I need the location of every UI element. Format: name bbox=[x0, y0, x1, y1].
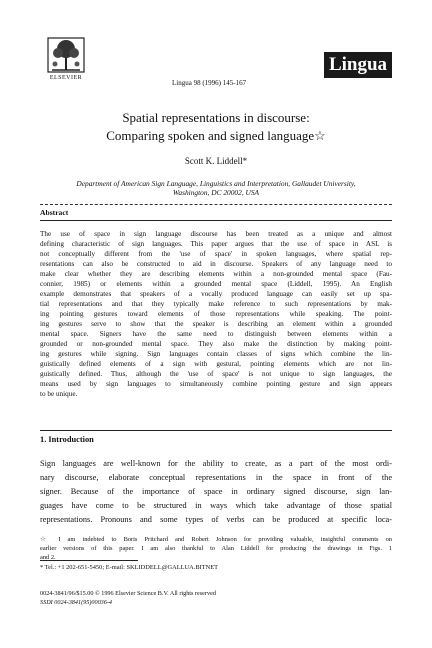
section-rule bbox=[40, 430, 392, 431]
section-heading: 1. Introduction bbox=[40, 435, 94, 444]
footnote-line: ☆ I am indebted to Boris Pritchard and Robert Johnson for providing valuable, insightful comments on bbox=[40, 536, 392, 543]
title-divider bbox=[40, 204, 392, 205]
article-title-line-1: Spatial representations in discourse: bbox=[122, 110, 310, 125]
journal-citation: Lingua 98 (1996) 145-167 bbox=[172, 79, 247, 87]
abstract-line: guistically defined. Thus, although the 'use of space' is not unique to sign languages, the bbox=[40, 370, 392, 378]
abstract-line: mental space. Signers have the same need to distinguish between elements within a bbox=[40, 330, 392, 338]
body-line: representations. Pronouns and some types of verbs can be produced at specific loca- bbox=[40, 515, 392, 524]
author-name: Scott K. Liddell* bbox=[184, 156, 248, 166]
abstract-line: means used by sign languages to simultaneously combine pointing gesture and sign appears bbox=[40, 380, 392, 388]
body-line: nary discourse, elaborate conceptual representations in the space in front of the bbox=[40, 473, 392, 482]
abstract-rule bbox=[40, 220, 392, 221]
footnote-line: earlier versions of this paper. I am also thankful to Alan Liddell for producing the drawings in Figs. 1 bbox=[40, 545, 392, 552]
abstract-line: guistically defined elements of a sign with gestural, pointing elements which are not lin- bbox=[40, 360, 392, 368]
abstract-line: make clear whether they are describing elements within a non-grounded mental space (Fau- bbox=[40, 270, 392, 278]
body-line: guages have come to be structured in ways which take advantage of those spatial bbox=[40, 501, 392, 510]
abstract-line: resentations can also be constructed to aid in discourse. Speakers of any language need to bbox=[40, 260, 392, 268]
abstract-line: ing gestures while signing. Sign languages contain classes of signs which combine the lin- bbox=[40, 350, 392, 358]
abstract-heading: Abstract bbox=[40, 208, 69, 217]
abstract-line: ing gestures serve to show that the speaker is describing an element within a grounded bbox=[40, 320, 392, 328]
footnote-line: and 2. bbox=[40, 554, 56, 561]
ssdi-line: SSDI 0024-3841(95)00036-4 bbox=[40, 599, 113, 606]
abstract-line: to be unique. bbox=[40, 390, 78, 398]
abstract-line: connier, 1985) or elements within a grounded mental space (Liddell, 1995). An English bbox=[40, 280, 392, 288]
abstract-line: defining characteristic of sign languages. This paper argues that the use of space in ASL is bbox=[40, 240, 392, 248]
article-title-line-2: Comparing spoken and signed language☆ bbox=[106, 128, 326, 143]
abstract-line: The use of space in sign language discourse has been treated as a unique and almost bbox=[40, 230, 392, 238]
elsevier-tree-icon bbox=[46, 36, 86, 74]
footnote-line: * Tel.: +1 202-651-5450; E-mail: SKLIDDELL@GALLUA.BITNET bbox=[40, 564, 219, 571]
abstract-line: example demonstrates that speakers of a vocally produced language can easily set up spa- bbox=[40, 290, 392, 298]
issn-line: 0024-3841/96/$15.00 © 1996 Elsevier Science B.V. All rights reserved bbox=[40, 590, 216, 597]
publisher-logo bbox=[38, 36, 94, 81]
journal-logo: Lingua bbox=[324, 52, 392, 78]
body-line: Sign languages are well-known for the ability to create, as a part of the most ordi- bbox=[40, 459, 392, 468]
publisher-logo-text: ELSEVIER bbox=[49, 75, 83, 81]
abstract-line: not conceptually different from the 'use of space' in spoken languages, where spatial rep- bbox=[40, 250, 392, 258]
affiliation-line-1: Department of American Sign Language, Linguistics and Interpretation, Gallaudet University, bbox=[76, 179, 356, 188]
abstract-line: tial representations and that they typically make reference to such representations by mak- bbox=[40, 300, 392, 308]
body-line: signer. Because of the importance of space in ordinary signed discourse, sign lan- bbox=[40, 487, 392, 496]
affiliation-line-2: Washington, DC 20002, USA bbox=[172, 188, 260, 197]
abstract-line: grounded or non-grounded mental space. They also make the distinction by making point- bbox=[40, 340, 392, 348]
abstract-line: ing pointing gestures toward elements of those representations while speaking. The point- bbox=[40, 310, 392, 318]
